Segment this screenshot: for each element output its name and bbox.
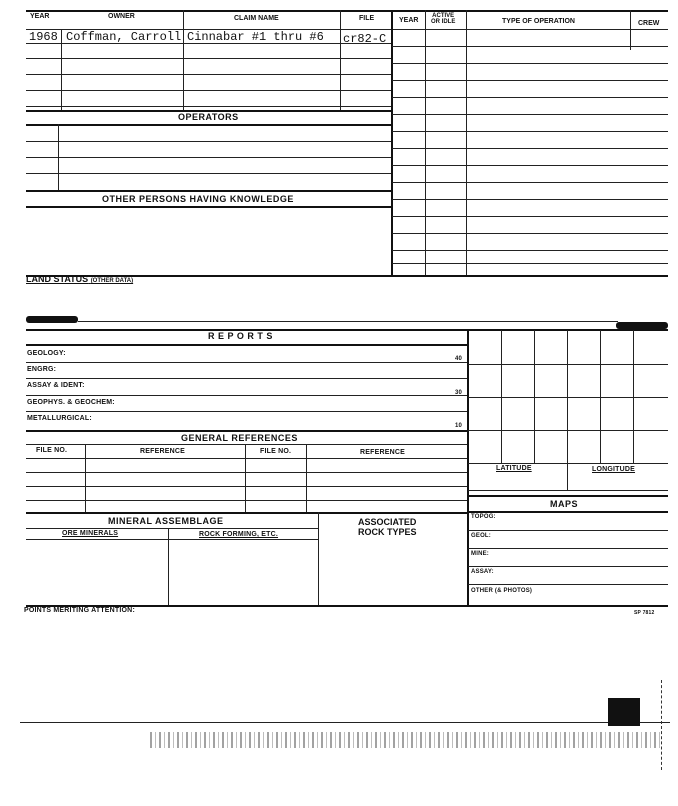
owner-col-claim	[183, 10, 184, 110]
header-or-idle-label: OR IDLE	[431, 19, 456, 25]
ref-col-2	[245, 444, 246, 512]
coord-bottom-rule	[468, 490, 668, 491]
operators-row-1	[26, 141, 391, 142]
report-mark-40: 40	[455, 356, 463, 362]
top-rule	[26, 10, 668, 12]
header-claim-name: CLAIM NAME	[234, 15, 279, 22]
other-persons-rule-bottom	[26, 206, 391, 208]
map-row-4	[468, 584, 668, 585]
ref-file-no-2: FILE NO.	[260, 448, 292, 455]
map-assay-label: ASSAY:	[471, 569, 494, 575]
right-row-1	[392, 46, 668, 47]
right-row-12	[392, 233, 668, 234]
right-row-3	[392, 80, 668, 81]
ref-reference-2: REFERENCE	[360, 449, 405, 456]
scan-noise-band	[150, 732, 660, 748]
coord-grid-row-4	[468, 463, 668, 464]
ref-col-1	[85, 444, 86, 512]
coord-grid-row-1	[468, 364, 668, 365]
longitude-label: LONGITUDE	[592, 466, 636, 473]
rock-forming-label: ROCK FORMING, ETC.	[199, 531, 279, 538]
reports-rule-bottom	[26, 344, 467, 346]
header-crew: CREW	[638, 20, 660, 27]
reports-upper-rule	[78, 321, 618, 322]
form-code: SP 7812	[634, 610, 655, 616]
main-divider	[391, 10, 393, 276]
general-refs-rule-top	[26, 430, 467, 432]
ref-row-3	[26, 486, 467, 487]
report-row-3	[26, 395, 467, 396]
right-row-6	[392, 131, 668, 132]
associated-rock-types-title	[358, 517, 417, 537]
mineral-col-rock	[168, 528, 169, 606]
header-file: FILE	[359, 15, 375, 22]
coord-grid-row-2	[468, 397, 668, 398]
entry-file: cr82-C	[343, 32, 387, 46]
lower-divider	[467, 330, 469, 606]
coord-grid-row-3	[468, 430, 668, 431]
right-row-8	[392, 165, 668, 166]
points-meriting-label: POINTS MERITING ATTENTION:	[24, 607, 135, 614]
right-col-crew	[630, 10, 631, 50]
right-edge-mark	[661, 680, 662, 770]
land-status-title	[26, 274, 133, 284]
header-active-or-idle	[431, 13, 455, 25]
right-row-7	[392, 148, 668, 149]
report-mark-10: 10	[455, 423, 463, 429]
report-geophys-label: GEOPHYS. & GEOCHEM:	[27, 399, 115, 406]
header-type-of-operation: TYPE OF OPERATION	[502, 18, 575, 25]
report-row-1	[26, 362, 467, 363]
maps-title: MAPS	[550, 499, 579, 509]
map-row-3	[468, 566, 668, 567]
right-row-10	[392, 199, 668, 200]
right-row-9	[392, 182, 668, 183]
general-references-title: GENERAL REFERENCES	[181, 433, 298, 443]
map-row-2	[468, 548, 668, 549]
operators-title: OPERATORS	[178, 112, 239, 122]
map-mine-label: MINE:	[471, 551, 489, 557]
associated-label: ASSOCIATED	[358, 517, 417, 527]
mineral-assemblage-title: MINERAL ASSEMBLAGE	[108, 516, 224, 526]
ref-reference-1: REFERENCE	[140, 448, 185, 455]
scan-blot-square	[608, 698, 640, 726]
owner-col-year	[61, 29, 62, 110]
other-persons-rule-top	[26, 190, 391, 192]
right-col-active	[425, 10, 426, 276]
land-status-sublabel: (OTHER DATA)	[90, 278, 134, 284]
report-row-2	[26, 378, 467, 379]
mineral-rule-headers	[26, 539, 318, 540]
entry-owner: Coffman, Carroll	[66, 30, 182, 44]
rock-types-label: ROCK TYPES	[358, 527, 417, 537]
operators-row-2	[26, 157, 391, 158]
entry-year: 1968	[29, 30, 58, 44]
map-geol-label: GEOL:	[471, 533, 491, 539]
ref-row-1	[26, 458, 467, 459]
coord-grid-col-3	[567, 330, 568, 490]
header-owner: OWNER	[108, 13, 135, 20]
bottom-scan-rule	[20, 722, 670, 723]
right-row-13	[392, 250, 668, 251]
header-year: YEAR	[30, 13, 50, 20]
mineral-rule-top	[26, 512, 467, 514]
ref-file-no-1: FILE NO.	[36, 447, 68, 454]
report-engrg-label: ENGRG:	[27, 366, 57, 373]
scan-blot-right	[616, 322, 668, 329]
maps-rule-bottom	[468, 511, 668, 513]
right-row-11	[392, 216, 668, 217]
map-topog-label: TOPOG:	[471, 514, 496, 520]
mineral-col-assoc	[318, 512, 319, 606]
owner-row-2	[26, 74, 392, 75]
map-row-1	[468, 530, 668, 531]
owner-row-1	[26, 58, 392, 59]
ref-row-4	[26, 500, 467, 501]
ore-minerals-label: ORE MINERALS	[62, 530, 119, 537]
owner-row-3	[26, 90, 392, 91]
report-mark-30: 30	[455, 390, 463, 396]
header-active-label: ACTIVE	[432, 13, 455, 19]
map-other-label: OTHER (& PHOTOS)	[471, 588, 533, 594]
right-col-type	[466, 10, 467, 276]
ref-row-2	[26, 472, 467, 473]
entry-claim-name: Cinnabar #1 thru #6	[187, 30, 324, 44]
operators-col	[58, 124, 59, 190]
owner-col-file	[340, 10, 341, 110]
operators-row-3	[26, 173, 391, 174]
mineral-rule-mid	[26, 528, 318, 529]
general-refs-rule-mid	[26, 444, 467, 445]
scan-blot-left	[26, 316, 78, 323]
other-persons-title: OTHER PERSONS HAVING KNOWLEDGE	[102, 194, 294, 204]
report-metallurgical-label: METALLURGICAL:	[27, 415, 92, 422]
owner-row-4	[26, 106, 392, 107]
reports-title: R E P O R T S	[208, 331, 273, 341]
reports-rule-top	[26, 329, 668, 331]
land-status-label: LAND STATUS	[26, 274, 89, 284]
right-row-4	[392, 97, 668, 98]
right-row-2	[392, 63, 668, 64]
latitude-label: LATITUDE	[496, 465, 532, 472]
report-row-4	[26, 411, 467, 412]
right-row-5	[392, 114, 668, 115]
right-row-14	[392, 263, 668, 264]
ref-col-3	[306, 444, 307, 512]
header-year-2: YEAR	[399, 17, 419, 24]
operators-rule-bottom	[26, 124, 391, 126]
maps-rule-top	[468, 495, 668, 497]
report-assay-label: ASSAY & IDENT:	[27, 382, 85, 389]
report-geology-label: GEOLOGY:	[27, 350, 66, 357]
